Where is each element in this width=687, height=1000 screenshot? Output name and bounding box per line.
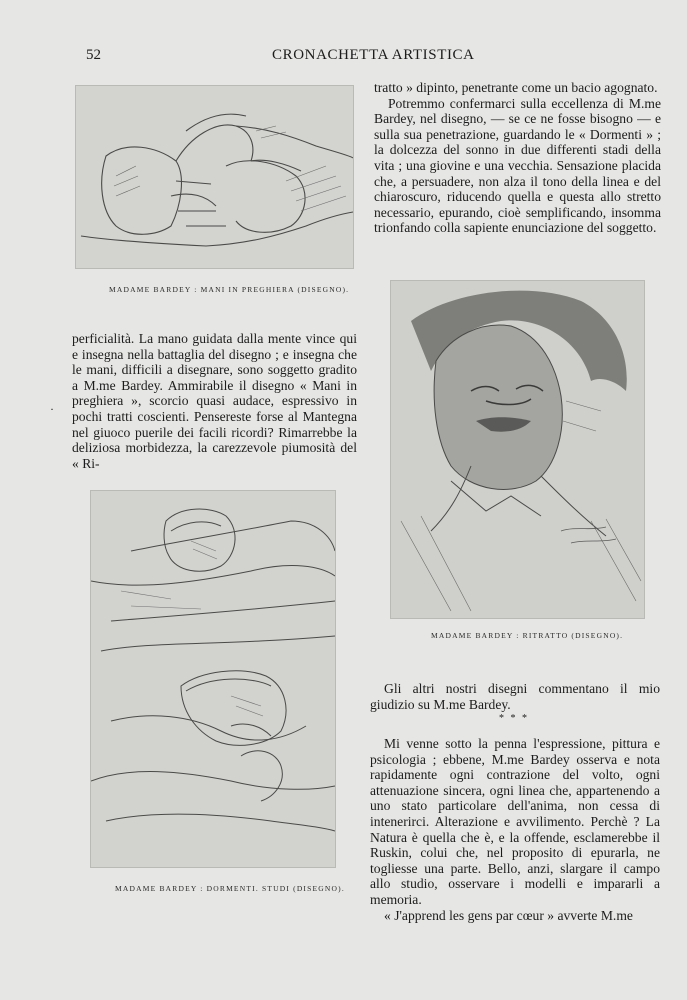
paragraph: Mi venne sotto la penna l'espressione, pittura e psicologia ; ebbene, M.me Bardey osserva e nota rapidamente ogni contrazione del volto, ogni attenuazione sincera, ogni linea che, appartenendo a uno stato particolare dell'anima, non cessa di intenerirci. Alterazione e avvilimento. Perchè ? La Natura è quella che è, e la offende, esclamerebbe il Ruskin, colui che, nel proposito di epurarla, ne togliesse una parte. Bello, anzi, slargare il campo allo studio, osservare i modelli e impararli a memoria. [370,736,660,907]
margin-mark: · [50,402,54,416]
page-number: 52 [86,47,101,63]
running-title: CRONACHETTA ARTISTICA [272,47,475,63]
section-break: * * * [499,713,529,724]
left-middle-column [72,331,357,471]
paragraph: tratto » dipinto, penetrante come un bacio agognato. [374,80,658,95]
sleepers-sketch [91,491,335,867]
portrait-drawing [390,280,645,619]
portrait-sketch [391,281,644,618]
right-bottom-column-2 [370,736,660,923]
sleepers-caption: MADAME BARDEY : DORMENTI. STUDI (DISEGNO). [115,884,345,893]
paragraph: Potremmo confermarci sulla eccellenza di M.me Bardey, nel disegno, — se ce ne fosse bisogno — e sulla sua penetrazione, guardando le « Dormenti » ; la dolcezza del sonno in due differenti stadi della vita ; una giovine e una vecchia. Sensazione placida che, a persuadere, non alza il tono della linea e del chiaroscuro, riducendo quella e questa allo stretto necessario, epurando, cioè semplificando, insomma trionfando colla sapiente enunciazione del soggetto. [374,95,661,236]
right-bottom-column [370,681,660,712]
hands-sketch [76,86,353,268]
hands-drawing [75,85,354,269]
portrait-caption: MADAME BARDEY : RITRATTO (DISEGNO). [431,631,624,640]
paragraph: Gli altri nostri disegni commentano il mio giudizio su M.me Bardey. [370,681,660,712]
paragraph: perficialità. La mano guidata dalla mente vince qui e insegna nella battaglia del disegno ; e insegna che le mani, difficili a disegnare, sono soggetto gradito a M.me Bardey. Ammirabile il disegno « Mani in preghiera », scorcio quasi audace, espressivo in pochi tratti coscienti. Pensereste forse al Mantegna nel giuoco puerile dei facili ricordi? Rimarrebbe la deliziosa morbidezza, la carezzevole piumosità del « Ri- [72,331,357,471]
sleepers-drawing [90,490,336,868]
paragraph: « J'apprend les gens par cœur » avverte M.me [384,907,633,923]
hands-caption: MADAME BARDEY : MANI IN PREGHIERA (DISEGNO). [109,285,350,294]
right-top-column [374,80,661,236]
